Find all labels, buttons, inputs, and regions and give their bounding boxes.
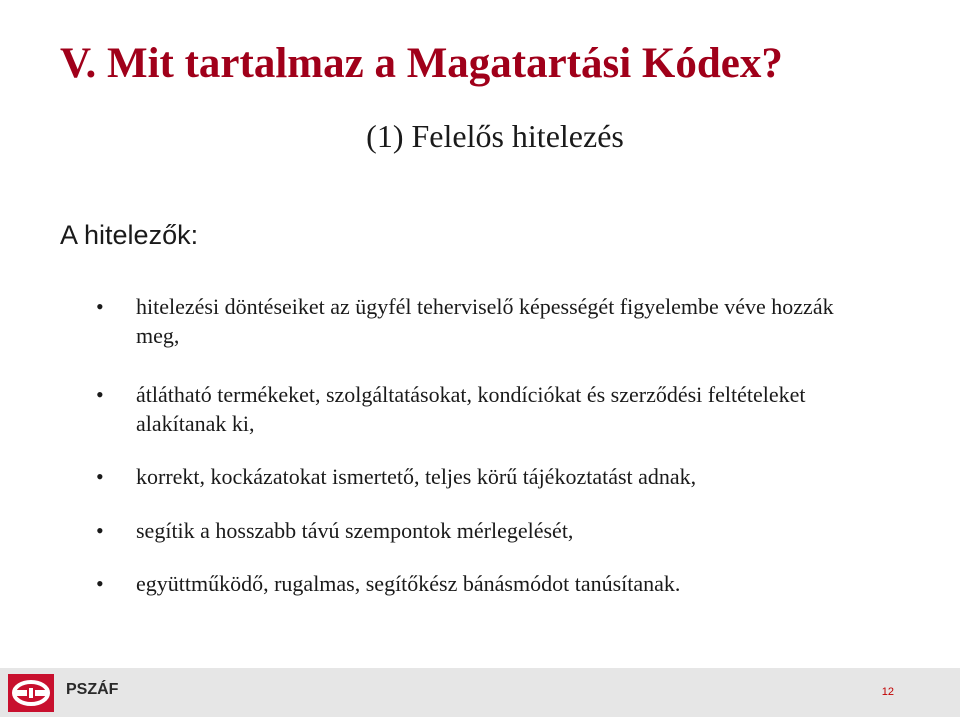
bullet-item	[96, 380, 876, 438]
bullet-dot: •	[96, 571, 104, 596]
bullet-item	[96, 569, 876, 598]
bullet-dot: •	[96, 518, 104, 543]
slide-title: V. Mit tartalmaz a Magatartási Kódex?	[60, 40, 783, 87]
bullet-item	[96, 516, 876, 545]
logo-text: PSZÁF	[66, 681, 119, 698]
bullet-item	[96, 462, 876, 491]
bullet-text: segítik a hosszabb távú szempontok mérlegelését,	[136, 518, 574, 543]
bullet-dot: •	[96, 294, 104, 319]
footer-bar	[0, 668, 960, 717]
bullet-text: korrekt, kockázatokat ismertető, teljes körű tájékoztatást adnak,	[136, 464, 697, 489]
pszaf-logo-icon	[8, 674, 54, 712]
section-label: A hitelezők:	[60, 220, 199, 250]
bullet-list	[96, 292, 876, 598]
bullet-dot: •	[96, 464, 104, 489]
bullet-text: hitelezési döntéseiket az ügyfél teherviselő képességét figyelembe véve hozzák meg,	[136, 294, 834, 348]
slide-subtitle: (1) Felelős hitelezés	[366, 118, 624, 154]
bullet-text: átlátható termékeket, szolgáltatásokat, kondíciókat és szerződési feltételeket alakítanak ki,	[136, 382, 806, 436]
bullet-dot: •	[96, 382, 104, 407]
bullet-item	[96, 292, 876, 350]
page-number: 12	[881, 686, 894, 698]
bullet-text: együttműködő, rugalmas, segítőkész bánásmódot tanúsítanak.	[136, 571, 681, 596]
